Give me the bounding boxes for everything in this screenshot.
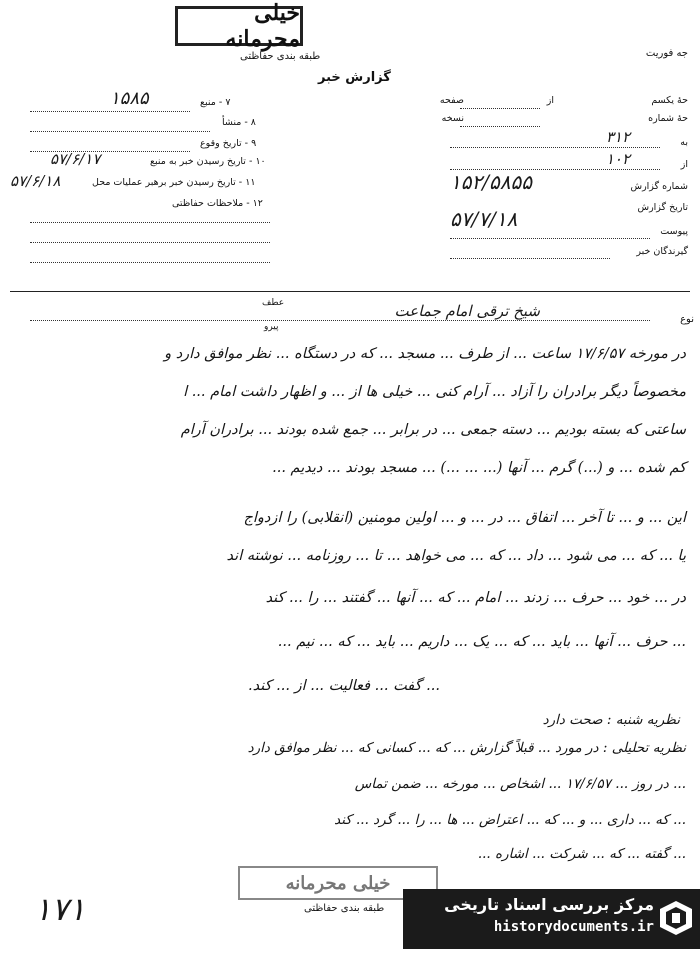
top-classification-stamp: خیلی محرمانه — [175, 6, 303, 46]
header-separator — [10, 291, 690, 292]
dots-r4 — [450, 258, 610, 259]
body-line: در مورخه ۱۷/۶/۵۷ ساعت ... از طرف ... مسجد ... که در دستگاه ... نظر موافق دارد و — [164, 346, 686, 362]
field-source-label: ۷ - منبع — [200, 97, 231, 108]
field-received-source-value: ۵۷/۶/۱۷ — [50, 150, 101, 168]
evaluation-line: ... در روز ... ۱۷/۶/۵۷ ... اشخاص ... مورخه ... ضمن تماس — [354, 776, 686, 792]
archive-logo-icon — [658, 899, 694, 937]
field-received-ops-value: ۵۷/۶/۱۸ — [10, 172, 61, 190]
field-from-label: از — [680, 159, 688, 170]
side-note-reference: عطف — [262, 298, 285, 308]
evaluation-line: نظریه شنبه : صحت دارد — [542, 712, 680, 728]
dots-4 — [30, 222, 270, 223]
dots-5 — [30, 242, 270, 243]
field-attachment-label: پیوست — [660, 226, 688, 237]
archive-footer — [403, 889, 700, 949]
body-line: کم شده ... و (...) گرم ... آنها (... ... ...) ... مسجد بودند ... دیدیم ... — [272, 460, 686, 476]
body-line: این ... و ... تا آخر ... اتفاق ... در ... و ... اولین مومنین (انقلابی) را ازدواج — [243, 510, 686, 526]
body-line: ساعتی که بسته بودیم ... دسته جمعی ... در برابر ... جمع شده بودند ... برادران آرام — [180, 422, 686, 438]
field-source-value: ۱۵۸۵ — [110, 88, 149, 109]
archive-name: مرکز بررسی اسناد تاریخی — [444, 895, 654, 914]
field-to-value: ۳۱۲ — [605, 128, 630, 146]
body-line: مخصوصاً دیگر برادران را آزاد ... آرام کنی ... خیلی ها از ... و اظهار داشت امام ... ا — [183, 384, 686, 400]
evaluation-line: ... گفته ... که ... شرکت ... اشاره ... — [477, 846, 686, 862]
page-label: صفحه — [439, 95, 464, 106]
archive-url: historydocuments.ir — [493, 919, 654, 935]
page-row-label: حهٔ یکسم — [651, 95, 688, 106]
evaluation-line: نظریه تحلیلی : در مورد ... قبلاً گزارش ... که ... کسانی که ... نظر موافق دارد — [247, 740, 686, 756]
form-title: گزارش خبر — [318, 70, 391, 85]
dots-6 — [30, 262, 270, 263]
field-report-date-value: ۵۷/۷/۱۸ — [450, 207, 518, 231]
subject-dots — [30, 320, 650, 321]
field-received-source-label: ۱۰ - تاریخ رسیدن خبر به منبع — [150, 156, 266, 167]
classification-label: طبقه بندی حفاظتی — [240, 51, 321, 62]
urgency-label: جه فوریت — [645, 48, 688, 59]
field-origin-label: ۸ - منشأ — [222, 117, 256, 128]
evaluation-line: ... که ... داری ... و ... که ... اعتراض ... ها ... را ... گرد ... کند — [334, 812, 686, 828]
page-dots — [460, 108, 540, 109]
field-date-label: ۹ - تاریخ وقوع — [200, 138, 257, 149]
dots-2 — [30, 131, 210, 132]
copy-label: نسخه — [441, 113, 464, 124]
body-line: در ... خود ... حرف ... زدند ... امام ... که ... آنها ... گفتند ... را ... کند — [265, 590, 686, 606]
dots-r3 — [450, 238, 650, 239]
body-line: یا ... که ... می شود ... داد ... که ... می خواهد ... تا ... روزنامه ... نوشته اند — [226, 548, 686, 564]
field-report-date-label: تاریخ گزارش — [637, 202, 688, 213]
dots-1 — [30, 111, 190, 112]
dots-r1 — [450, 147, 660, 148]
body-line: ... حرف ... آنها ... باید ... که ... یک ... داریم ... باید ... که ... نیم ... — [277, 634, 686, 650]
field-security-notes-label: ۱۲ - ملاحظات حفاظتی — [172, 198, 263, 209]
body-line: ... گفت ... فعالیت ... از ... کند. — [248, 678, 440, 694]
subject-value: شیخ ترقی امام جماعت — [394, 302, 540, 320]
field-from-value: ۱۰۲ — [605, 150, 630, 168]
field-report-number-label: شماره گزارش — [630, 181, 688, 192]
side-note-follow: پیرو — [264, 322, 279, 332]
page-from-label: از — [546, 95, 554, 106]
page-number: ۱۷۱ — [34, 890, 86, 928]
field-to-label: به — [680, 137, 688, 148]
field-received-ops-label: ۱۱ - تاریخ رسیدن خبر برهبر عملیات محل — [92, 177, 256, 188]
field-report-number-value: ۱۵۲/۵۸۵۵ — [450, 170, 532, 194]
subject-label: نوع — [680, 314, 694, 325]
copy-dots — [460, 126, 540, 127]
bottom-classification-stamp: خیلی محرمانه — [238, 866, 438, 900]
copy-row-label: حهٔ شماره — [648, 113, 688, 124]
field-recipients-label: گیرندگان خبر — [636, 246, 688, 257]
bottom-classification-label: طبقه بندی حفاظتی — [304, 903, 385, 914]
